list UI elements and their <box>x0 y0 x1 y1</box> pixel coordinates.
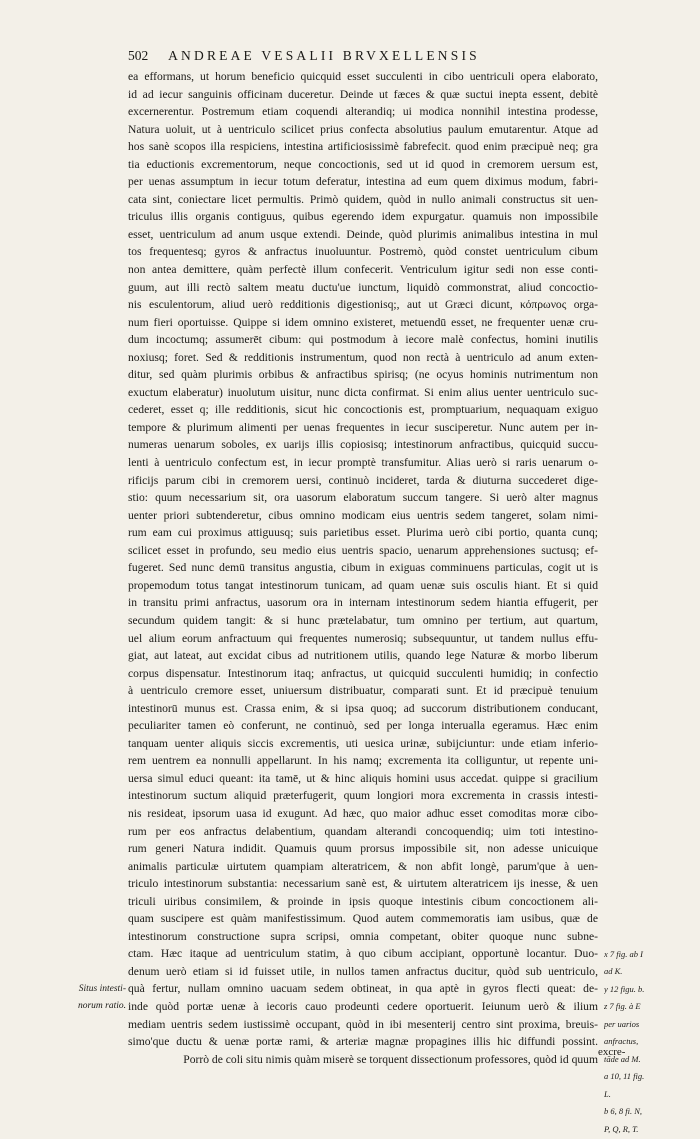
text-line: ea efformans, ut horum beneficio quicquid esset succulenti in cibo uentriculi opera elaborato, <box>128 70 598 83</box>
text-line: propemodum totus tangat intestinorum tunicam, ad quam uenæ suis osculis hiant. Et si quid <box>128 578 598 592</box>
margin-reference: per uarios <box>604 1018 640 1029</box>
text-line: quà fertur, nullam omnino uacuam sedem obtineat, in qua aptè in gyros flecti queat: de- <box>128 982 598 996</box>
text-line: tanquam uenter aliquis siccis excrementis, uti uesica urinæ, subijciuntur: unde etiam inferio- <box>128 736 598 750</box>
text-line: peculiariter tamen eò conferunt, ne continuò, sed per longa interualla egeramus. Hæc enim <box>128 719 598 733</box>
text-line: rum eam cui proximus attiguusq; suis parietibus esset. Plurima uerò cibi portio, quanta cunq; <box>128 526 598 540</box>
margin-reference: b 6, 8 fi. N, <box>604 1106 643 1117</box>
text-line: intestinorum suctum aliquid præterfugerit, quum longiori mora excrementa in crassis intesti- <box>128 789 598 803</box>
margin-note: norum ratio. <box>77 1001 126 1012</box>
text-line: Natura uoluit, ut à uentriculo scilicet prius confecta absolutius paulum emutarentur. Atque ad <box>128 122 598 136</box>
margin-reference: ad K. <box>604 966 623 977</box>
text-line: esset, uentriculum ad anum usque extendi. Deinde, quòd plurimis animalibus intestina in mul <box>128 227 598 241</box>
catchword: excre- <box>598 1046 626 1058</box>
text-line: Porrò de coli situ nimis quàm miserè se torquent dissectionum professores, quòd id quum <box>183 1052 598 1066</box>
running-title: ANDREAE VESALII BRVXELLENSIS <box>168 48 480 63</box>
text-line: fugeret. Sed nunc demū transitus angustia, cibum in exiguas comminuens particulas, cogit ut is <box>128 561 598 575</box>
text-line: uel alium eorum anfractuum qui frequentes numerosiq; subsequuntur, ut tandem nullus effu- <box>128 631 598 645</box>
text-line: rum per eos anfractus delabentium, quandam alterandi concoquendiq; uim toti intestino- <box>128 824 598 838</box>
text-line: animalis particulæ uirtutem quampiam alteratricem, & non abfit longè, parum'que à uen- <box>128 859 598 873</box>
text-line: cederet, esset q; ille redditionis, sicut hic concoctionis est, promptuarium, nequaquam exiguo <box>128 403 598 417</box>
text-line: tempore & plurimum alimenti per uenas frequentes in iecur susciperetur. Nunc autem per in- <box>128 420 598 434</box>
text-line: non antea demittere, quàm perfectè illum confecerit. Ventriculum igitur sedi non esse conti- <box>128 263 598 277</box>
text-line: exuctum elaberatur) inuolutum uisitur, nunc dicta confirmat. Si enim alius uenter uentriculo suc- <box>128 385 598 399</box>
text-line: nis resideat, ipsorum uasa id exugunt. Ad hæc, quo maior adhuc esset comoditas moræ cibo- <box>128 806 598 820</box>
text-line: triculo intestinorum substantia: necessarium sanè est, & uirtutem alteratricem ijs inesse, & uen <box>128 877 598 891</box>
margin-note: Situs intesti- <box>78 983 126 994</box>
text-line: quam suscipere est quàm manifestissimum. Quod autem commemoratis iam usibus, quæ de <box>128 912 598 926</box>
margin-reference: L. <box>604 1088 611 1099</box>
text-line: in transitu primi anfractus, uasorum ora in internam intestinorum sedem hiantia effugerit, per <box>128 596 598 610</box>
text-line: lenti à uentriculo confectum est, in iecur promptè transfumitur. Alias uerò si raris uenarum o- <box>128 456 598 470</box>
margin-reference: x 7 fig. ab I <box>604 948 643 959</box>
text-line: inde quòd portæ uenæ à iecoris cauo prodeunti cedere oportuerit. Ieiunum uerò & ilium <box>128 999 598 1013</box>
text-line: rum generi Natura indidit. Quamuis quum prorsus impossibile sit, non adesse unicuique <box>128 842 598 856</box>
margin-reference: y 12 figu. b. <box>604 983 645 994</box>
text-line: secundum quidem tangit: & si hunc prætelabatur, tum omnino per tertium, aut quartum, <box>128 613 598 627</box>
main-text-block <box>128 68 598 1068</box>
text-line: giat, aut lateat, aut excidat cibus ad nutritionem utilis, quando lege Naturæ & morbo liberum <box>128 649 598 663</box>
text-line: nis esculentorum, aliud uerò redditionis digestionisq;, aut ut Græci dicunt, κόπρωνος orga- <box>128 298 598 312</box>
text-line: triculus illis organis contiguus, quibus egerendo idem expurgatur. quamuis non impossibile <box>128 210 598 224</box>
text-line: noxiusq; foret. Sed & redditionis instrumentum, quod non rectà à uentriculo ad anum exten- <box>128 350 598 364</box>
margin-reference: a 10, 11 fig. <box>604 1071 645 1082</box>
margin-reference: P, Q, R, T. <box>604 1124 639 1134</box>
text-line: denum uerò etiam si id fuisset utile, in nullos tamen anfractus ducitur, quòd sub uentriculo, <box>128 964 598 978</box>
text-line: rificijs parum cibi in cremorem uersi, continuò incideret, tarda & diuturna succederet dige- <box>128 473 598 487</box>
text-line: triculi uiribus consimilem, & proinde in ipsis quoque intestinis cibum concoctionem ali- <box>128 894 598 908</box>
text-line: tos frequentesq; gyros & anfractus inuoluuntur. Postremò, quòd constet uentriculum cibum <box>128 245 598 259</box>
text-line: simo'que ductu & uenæ portæ rami, & arteriæ magnæ propagines illis hic diffundi possint. <box>128 1035 598 1049</box>
text-line: stio: quum necessarium sit, ora uasorum elaboratum succum tangere. Si uerò alter magnus <box>128 491 598 505</box>
text-line: cata sint, coniectare licet permultis. Primò quidem, quòd in nullo animali constructus sit uen- <box>128 192 598 206</box>
text-line: mediam uentris sedem iustissimè occupant, quòd in ibi mesenterij centro sint proxima, breuis- <box>128 1017 598 1031</box>
text-line: tia eductionis excrementorum, neque concoctionis, sed ut id quod in cremorem uersum est, <box>128 157 598 171</box>
text-line: numeras uenarum soboles, ex uarijs illis copiosisq; intestinorum anfractibus, quicquid succu- <box>128 438 598 452</box>
running-head <box>128 48 588 64</box>
margin-reference: anfractus, <box>604 1036 639 1047</box>
text-line: intestinorū munus est. Crassa enim, & si ipsa quoq; ad succorum distributionem conducant, <box>128 701 598 715</box>
margin-reference: tāde ad M. <box>604 1053 641 1064</box>
text-line: guum, aut illi rectò saltem meatu ductu'ue iunctum, liquidò commonstrat, aliud concoctio- <box>128 280 598 294</box>
text-line: uenter priori subtenderetur, cibus omnino modicam eius uentris sedem tangeret, solam nimi- <box>128 508 598 522</box>
text-line: ditur, sed quàm plurimis orbibus & anfractibus spirisq; (ne ocyus hominis nutrimentum non <box>128 368 598 382</box>
text-line: hos sanè scopos illa respiciens, intestina artificiosissimè fabrefecit. quod enim præcipuè neq; gra <box>128 140 598 154</box>
text-line: id ad iecur sanguinis officinam duceretur. Deinde ut fæces & quæ suctui inepta essent, debitè <box>128 87 598 101</box>
text-line: num fieri oportuisse. Quippe si idem omnino existeret, metuendū esset, ne frequenter uenæ cru- <box>128 315 598 329</box>
text-line: à uentriculo cremore esset, uniuersum distribuatur, comparati sunt. Et id præcipuè tenuium <box>128 684 598 698</box>
text-line: ctam. Hæc itaque ad uentriculum statim, à quo cibum accipiant, opportunè locantur. Duo- <box>128 947 598 961</box>
text-line: dum incoctumq; assumerēt cibum: qui postmodum à iecore malè confectus, homini inutilis <box>128 333 598 347</box>
text-line: rem uentrem ea nonnulli appellarunt. In his namq; excrementa ita colliguntur, ut repente uni- <box>128 754 598 768</box>
text-line: intestinorum constructione supra scripsi, omnia competant, obiter quoque nunc subne- <box>128 929 598 943</box>
text-line: corpus dispensatur. Intestinorum itaq; anfractus, ut quicquid succulenti humidiq; in confectio <box>128 666 598 680</box>
text-line: per uenas assumptum in iecur totum deferatur, intestina ad eum quem diximus modum, fabri- <box>128 175 598 189</box>
text-line: excernerentur. Postremum etiam coquendi alterandiq; ui modica nonnihil intestina prodesse, <box>128 105 598 119</box>
page-number: 502 <box>128 48 149 63</box>
text-line: scilicet esset in profundo, seu medio eius uentris spacio, uenarum apprehensiones suctusq; ef- <box>128 543 598 557</box>
text-line: uersa simul educi queant: ita tamē, ut & hinc aliquis homini usus accedat. quippe si gracilium <box>128 771 598 785</box>
margin-reference: z 7 fig. à E <box>604 1001 641 1012</box>
